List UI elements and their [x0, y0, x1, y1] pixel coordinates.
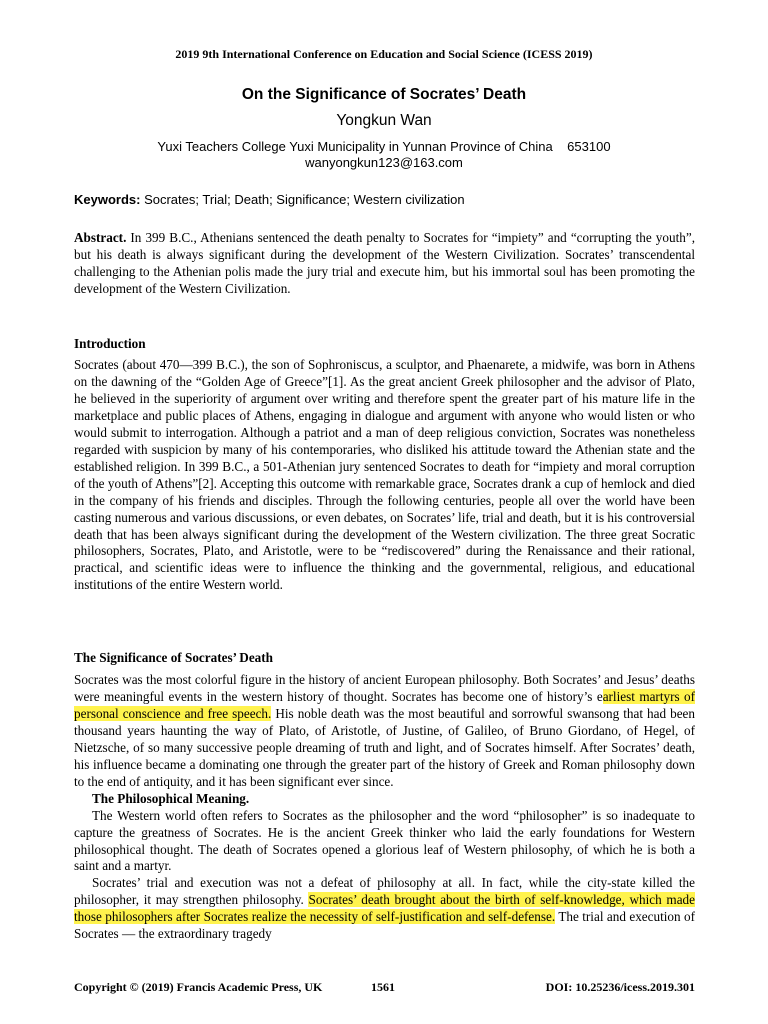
- conference-header: 2019 9th International Conference on Education and Social Science (ICESS 2019): [175, 47, 593, 61]
- email: wanyongkun123@163.com: [305, 155, 463, 170]
- author-name: Yongkun Wan: [336, 112, 432, 129]
- paper-title: On the Significance of Socrates’ Death: [241, 86, 527, 103]
- section-heading-significance: The Significance of Socrates’ Death: [74, 650, 274, 665]
- paragraph-text: Socrates’ trial and execution was not a defeat of philosophy at all. In fact, while the city-state killed the philosopher, it may strengthen philosophy.: [74, 875, 695, 908]
- keywords-text: Socrates; Trial; Death; Significance; Western civilization: [140, 192, 465, 207]
- keywords: [74, 192, 694, 207]
- subsection-heading-philosophical-meaning: The Philosophical Meaning.: [92, 790, 250, 806]
- significance-paragraph-2: The Western world often refers to Socrates as the philosopher and the word “philosopher” is so inadequate to capture the greatness of Socrates. He is the ancient Greek thinker who laid the early foundations for Western philosophical thought. The death of Socrates opened a glorious leaf of Western philosophy, of which he is both a saint and a martyr.: [74, 807, 695, 874]
- highlighted-text: arliest martyrs of personal conscience and free speech.: [74, 688, 695, 721]
- paragraph-text: His noble death was the most beautiful and sorrowful swansong that had been thousand years haunting the way of Plato, of Aristotle, of Justine, of Galileo, of Bruno Giordano, of Hegel, of Nietzsche, of so many successive people dreaming of truth and light, and of Socrates himself. After Socrates’ death, his influence became a dominating one through the greater part of the history of Greek and Roman philosophy down to the end of antiquity, and it has been significant ever since.: [74, 705, 695, 789]
- significance-paragraph-1: [74, 672, 695, 791]
- paragraph-text: Socrates was the most colorful figure in the history of ancient European philosophy. Both Socrates’ and Jesus’ deaths were meaningful events in the western history of thought. Socrates has become one of history’s e: [74, 672, 695, 704]
- page-number: 1561: [371, 980, 395, 994]
- significance-section: [74, 672, 695, 943]
- page-footer: [74, 980, 695, 996]
- abstract-text: In 399 B.C., Athenians sentenced the death penalty to Socrates for “impiety” and “corrupting the youth”, but his death is always significant during the development of the Western Civilization. Socrates’ transcendental challenging to the Athenian polis made the jury trial and execute him, but his immortal soul has been promoting the development of the Western Civilization.: [74, 230, 695, 296]
- keywords-label: Keywords:: [74, 192, 141, 207]
- introduction-paragraph: Socrates (about 470—399 B.C.), the son of Sophroniscus, a sculptor, and Phaenarete, a midwife, was born in Athens on the dawning of the “Golden Age of Greece”[1]. As the great ancient Greek philosopher and the advisor of Plato, he believed in the superiority of argument over writing and therefore spent the greater part of his mature life in the marketplace and public places of Athens, engaging in dialogue and argument with anyone who would listen or who would submit to interrogation. Although a patriot and a man of deep religious conviction, Socrates was nonetheless regarded with suspicion by many of his contemporaries, who disliked his attitude toward the Athenian state and the established religion. In 399 B.C., a 501-Athenian jury sentenced Socrates to death for “impiety and moral corruption of the youth of Athens”[2]. Accepting this outcome with remarkable grace, Socrates drank a cup of hemlock and died in the company of his friends and disciples. Through the following centuries, people all over the world have been casting numerous and various discussions, or even debates, on Socrates’ life, trial and death, but it is his controversial death that has been always significant during the development of the Western civilization. The three great Socratic philosophers, Socrates, Plato, and Aristotle, were to be “rediscovered” during the Renaissance and their rational, practical, and scientific ideas were to influence the thinking and the governmental, religious, and educational institutions of the entire Western world.: [74, 357, 695, 593]
- significance-paragraph-3: [74, 875, 695, 943]
- affiliation-block: [0, 139, 768, 171]
- abstract-label: Abstract.: [74, 230, 127, 245]
- highlighted-text: Socrates’ death brought about the birth of self-knowledge, which made those philosophers after Socrates realize the necessity of self-justification and self-defense.: [74, 892, 695, 925]
- doi: DOI: 10.25236/icess.2019.301: [545, 980, 695, 994]
- copyright-notice: Copyright © (2019) Francis Academic Press, UK: [74, 980, 323, 994]
- abstract: [74, 230, 695, 298]
- paragraph-text: The trial and execution of Socrates — the extraordinary tragedy: [74, 909, 695, 942]
- affiliation: Yuxi Teachers College Yuxi Municipality in Yunnan Province of China 653100: [157, 139, 611, 154]
- section-heading-introduction: Introduction: [74, 336, 146, 351]
